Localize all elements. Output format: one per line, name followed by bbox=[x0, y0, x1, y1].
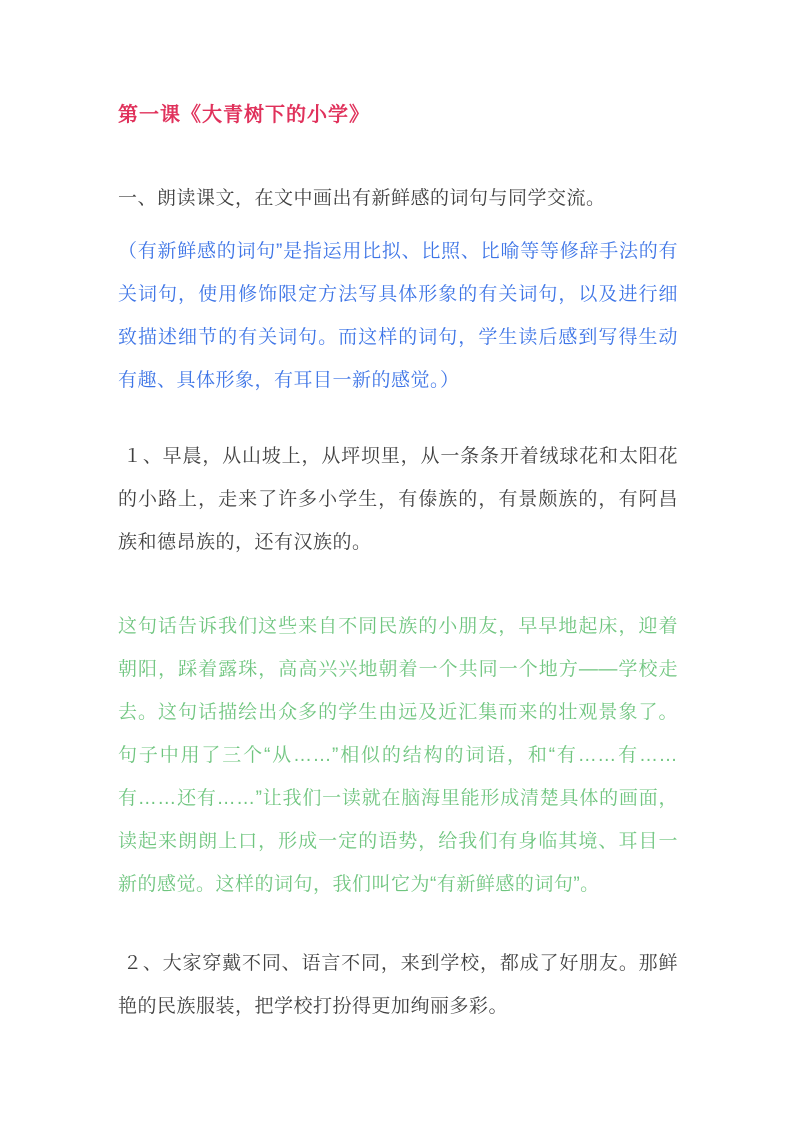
text-excerpt-2: ２、大家穿戴不同、语言不同，来到学校，都成了好朋友。那鲜艳的民族服装，把学校打扮得更加绚丽多彩。 bbox=[118, 953, 678, 1017]
fresh-words-definition-note: （有新鲜感的词句”是指运用比拟、比照、比喻等等修辞手法的有关词句，使用修饰限定方法写具体形象的有关词句，以及进行细致描述细节的有关词句。而这样的词句，学生读后感到写得生动有趣、具体形象，有耳目一新的感觉。） bbox=[118, 241, 678, 391]
text-excerpt-1: １、早晨，从山坡上，从坪坝里，从一条条开着绒球花和太阳花的小路上，走来了许多小学生，有傣族的，有景颇族的，有阿昌族和德昂族的，还有汉族的。 bbox=[118, 446, 678, 553]
analysis-paragraph-1: 这句话告诉我们这些来自不同民族的小朋友，早早地起床，迎着朝阳，踩着露珠，高高兴兴地朝着一个共同一个地方——学校走去。这句话描绘出众多的学生由远及近汇集而来的壮观景象了。句子中用了三个“从……”相似的结构的词语，和“有……有……有……还有……”让我们一读就在脑海里能形成清楚具体的画面，读起来朗朗上口，形成一定的语势，给我们有身临其境、耳目一新的感觉。这样的词句，我们叫它为“有新鲜感的词句”。 bbox=[118, 616, 678, 895]
lesson-title: 第一课《大青树下的小学》 bbox=[118, 104, 370, 126]
exercise-prompt: 一、朗读课文，在文中画出有新鲜感的词句与同学交流。 bbox=[118, 188, 606, 209]
